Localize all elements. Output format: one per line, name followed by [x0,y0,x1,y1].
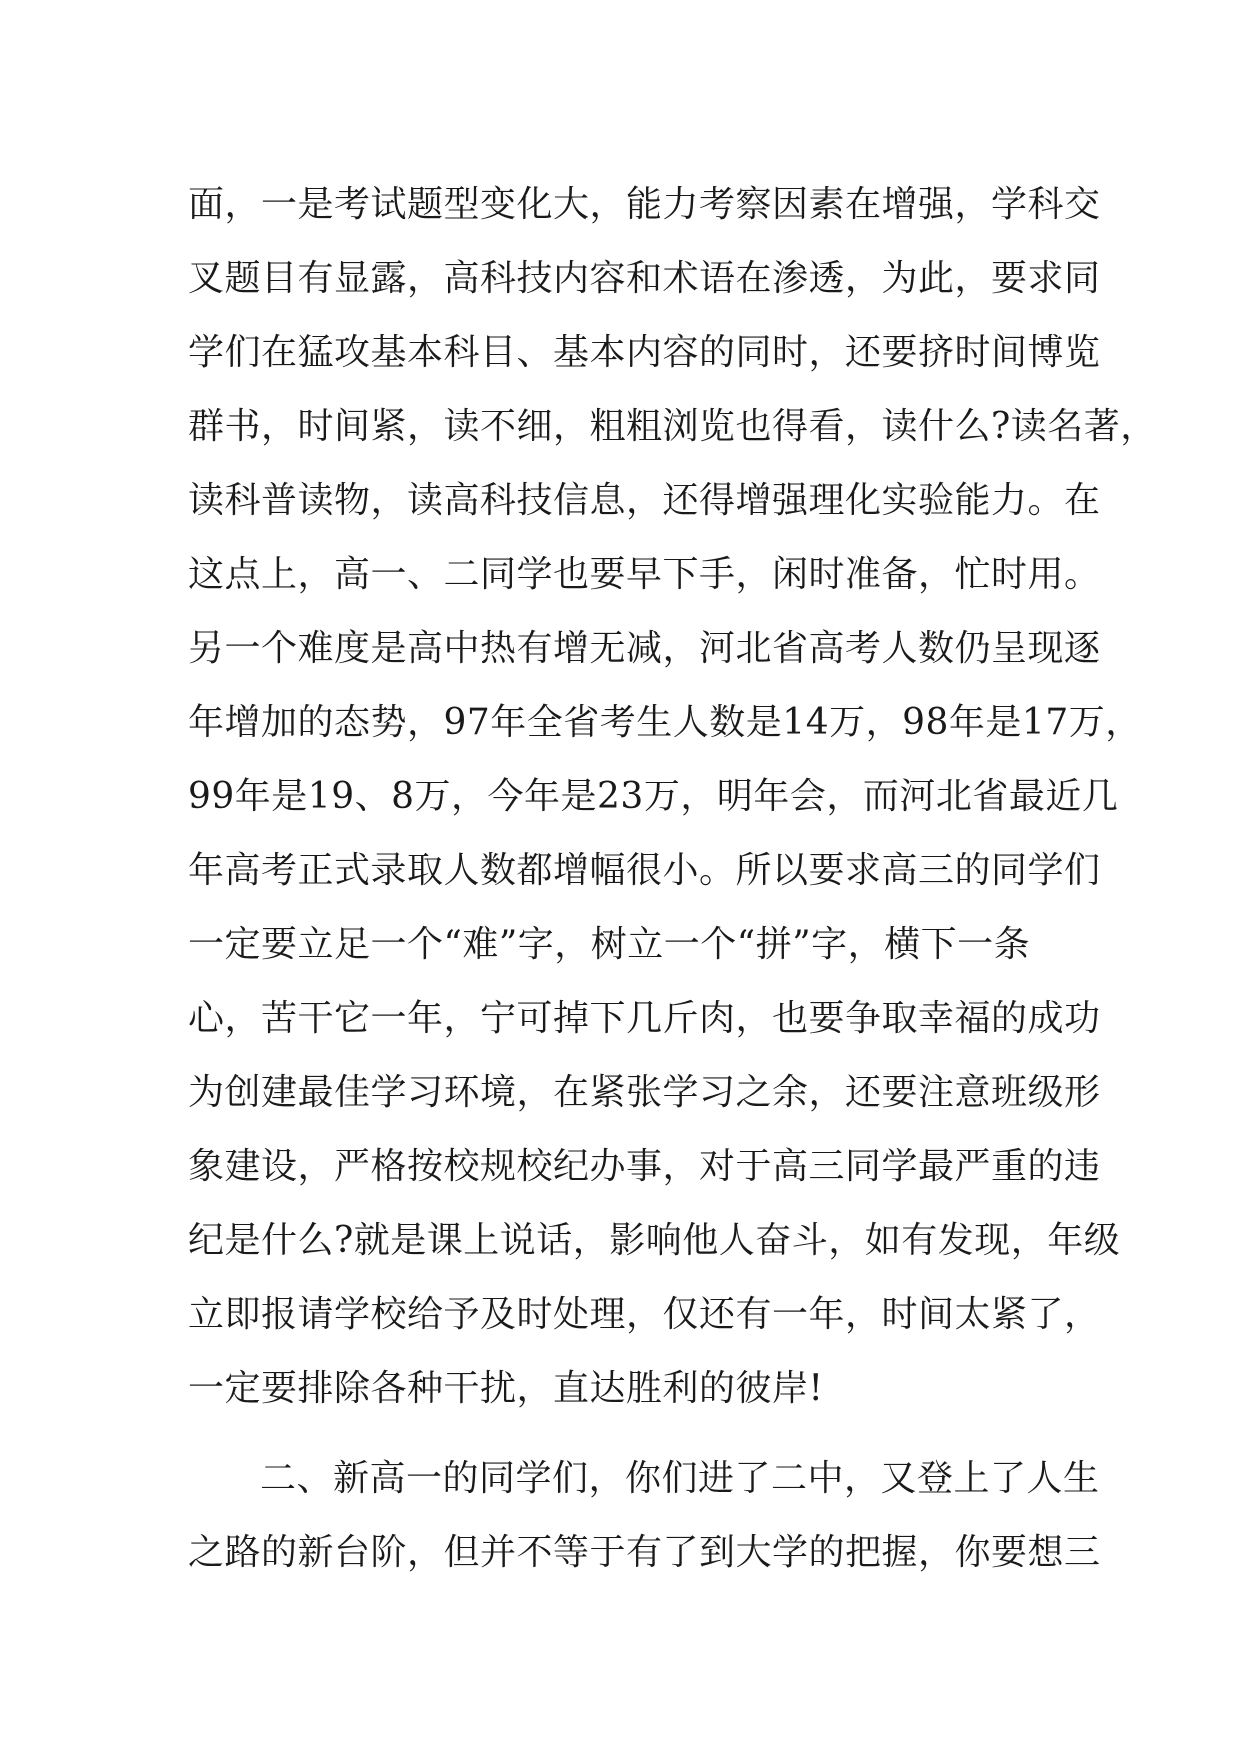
text-line: 象建设，严格按校规校纪办事，对于高三同学最严重的违 [188,1146,1101,1187]
text-line: 一定要排除各种干扰，直达胜利的彼岸! [188,1368,824,1409]
text-line: 一定要立足一个“难”字，树立一个“拼”字，横下一条 [188,924,1031,965]
text-line: 叉题目有显露，高科技内容和术语在渗透，为此，要求同 [188,258,1101,299]
text-line: 年增加的态势，97年全省考生人数是14万，98年是17万， [188,702,1142,743]
text-line: 这点上，高一、二同学也要早下手，闲时准备，忙时用。 [188,554,1101,595]
body-text [188,168,1157,1590]
text-line: 为创建最佳学习环境，在紧张学习之余，还要注意班级形 [188,1072,1101,1113]
text-line: 心，苦干它一年，宁可掉下几斤肉，也要争取幸福的成功 [188,998,1101,1039]
text-line: 99年是19、8万，今年是23万，明年会，而河北省最近几 [188,776,1119,817]
text-line: 纪是什么?就是课上说话，影响他人奋斗，如有发现，年级 [188,1220,1121,1261]
text-line: 之路的新台阶，但并不等于有了到大学的把握，你要想三 [188,1532,1101,1573]
text-line: 面，一是考试题型变化大，能力考察因素在增强，学科交 [188,184,1101,225]
paragraph-1 [188,168,1157,1426]
paragraph-2 [188,1442,1101,1590]
text-line: 学们在猛攻基本科目、基本内容的同时，还要挤时间博览 [188,332,1101,373]
paragraph-spacer [188,1426,1068,1442]
text-line: 群书，时间紧，读不细，粗粗浏览也得看，读什么?读名著， [188,406,1157,447]
text-line: 立即报请学校给予及时处理，仅还有一年，时间太紧了， [188,1294,1101,1335]
text-line: 年高考正式录取人数都增幅很小。所以要求高三的同学们 [188,850,1101,891]
text-line: 读科普读物，读高科技信息，还得增强理化实验能力。在 [188,480,1101,521]
text-line: 另一个难度是高中热有增无减，河北省高考人数仍呈现逐 [188,628,1101,669]
text-line: 二、新高一的同学们，你们进了二中，又登上了人生 [260,1458,1100,1499]
